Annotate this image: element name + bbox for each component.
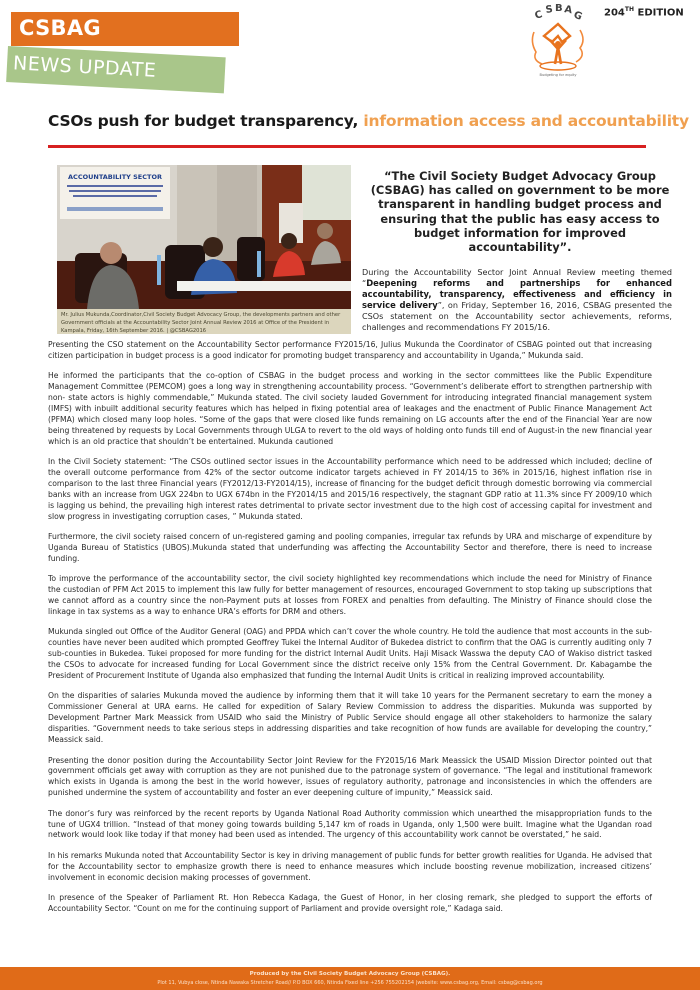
article-paragraph: On the disparities of salaries Mukunda moved the audience by informing them that it will take 10 years for the Permanent secretary to earn the money a Commissioner General at URA earns. He called for expedition of Salary Review Commission to address the disparities. Mukunda was supported by Development Partner Mark Meassick from USAID who said the Ministry of Public Service should engage all other stakeholders to harmonize the salary disparities. “Government needs to take serious steps in addressing disparities and take recognition of how funds are available for developing the country,” Meassick said. bbox=[48, 691, 652, 745]
pull-quote: “The Civil Society Budget Advocacy Group (CSBAG) has called on government to be more transparent in handling budget process and ensuring that the public has easy access to budget information for improved accountability”. bbox=[370, 169, 670, 255]
svg-text:G: G bbox=[571, 9, 584, 23]
edition-text: EDITION bbox=[637, 7, 684, 19]
edition-number: 204 bbox=[604, 7, 625, 19]
svg-text:Budgeting for equity: Budgeting for equity bbox=[539, 73, 577, 77]
article-paragraph: Furthermore, the civil society raised concern of un-registered gaming and pooling companies, irregular tax refunds by URA and mischarge of expenditure by Uganda Bureau of Statistics (UBOS).Mukunda stated that underfunding was affecting the Accountability Sector and therefore, there is need to increase funding. bbox=[48, 532, 652, 563]
article-paragraph: In presence of the Speaker of Parliament Rt. Hon Rebecca Kadaga, the Guest of Honor, in her closing remark, she pledged to support the efforts of Accountability Sector. “Count on me for the continuing support of Parliament and provide oversight role,” Kadaga said. bbox=[48, 893, 652, 913]
article-paragraph: To improve the performance of the accountability sector, the civil society highlighted key recommendations which include the need for Ministry of Finance the custodian of PFM Act 2015 to implement this law fully for better management of resources, encouraged Government to stop taking up subscriptions that we cannot afford as a country since the non-Payment puts at losses from FOREX and penalties from defaulting. The Ministry of Finance should close the linkage in tax systems as a way to enhance URA’s efforts for DRM and others. bbox=[48, 574, 652, 617]
intro-lead: During the Accountability Sector Joint Annual Review meeting themed “ bbox=[362, 267, 672, 288]
headline-main: CSOs push for budget transparency, bbox=[48, 112, 364, 130]
article-paragraph: In his remarks Mukunda noted that Accountability Sector is key in driving management of public funds for better growth realities for Uganda. He advised that for the Accountability sector to emphasize growth there is need to enhance measures which include boosting revenue mobilization, increased citizens’ involvement in economic decision making processes of government. bbox=[48, 850, 652, 882]
article-paragraph: Presenting the donor position during the Accountability Sector Joint Review for the FY2015/16 Mark Meassick the USAID Mission Director pointed out that government officials get away with corruption as they are not punished due to the patronage system of governance. “The legal and institutional framework which exists in Uganda is among the best in the world however, issues of regulatory authority, patronage and inconsistencies in which the offenders are punished undermine the system of accountability and foster an ever deepening culture of impunity,” Meassick said. bbox=[48, 755, 652, 798]
article-paragraph: Presenting the CSO statement on the Accountability Sector performance FY2015/16, Julius Mukunda the Coordinator of CSBAG pointed out that increasing citizen participation in budget process is a good indicator for promoting budget transparency and accountability in Uganda,” Mukunda said. bbox=[48, 340, 652, 360]
footer-producer: Produced by the Civil Society Budget Advocacy Group (CSBAG). bbox=[249, 971, 451, 977]
masthead-brand-banner bbox=[11, 12, 239, 46]
headline-accent: information access and accountability bbox=[363, 112, 689, 130]
edition-label bbox=[604, 6, 684, 18]
csbag-logo-icon bbox=[524, 2, 592, 82]
article-paragraph: Mukunda singled out Office of the Auditor General (OAG) and PPDA which can’t cover the whole country. He told the audience that most accounts in the sub-counties have never been audited which prompted Geoffrey Tukei the Internal Auditor of Bukedea district to confirm that the OAG is currently auditing only 7 sub-counties in Bukedea. Tukei proposed for more funding for the district Internal Audit Units. Haji Misack Wasswa the deputy CAO of Wakiso district tasked the CSOs to advocate for increased funding for Local Government since the district receive only 15% from the Central Government. Dr. Kabagambe the President of Procurement Institute of Uganda also emphasized that funding the Internal Audit Units is critical in realizing improved accountability. bbox=[48, 627, 652, 681]
masthead-section-banner bbox=[6, 46, 226, 93]
footer bbox=[0, 967, 700, 990]
article-body bbox=[48, 340, 652, 924]
masthead-section: NEWS UPDATE bbox=[12, 52, 157, 82]
intro-rest: ”, on Friday, September 16, 2016, CSBAG presented the CSOs statement on the Accountability sector achievements, reforms, challenges and recommendations FY 2015/16. bbox=[362, 299, 672, 332]
page-title bbox=[48, 112, 689, 130]
photo-caption: Mr. Julius Mukunda,Coordinator,Civil Society Budget Advocacy Group, the developments partners and other Government officials at the Accountability Sector Joint Annual Review 2016 at Office of the President in Kampala, Friday, 16th September 2016. | @CSBAG2016 bbox=[57, 309, 351, 334]
svg-text:C: C bbox=[533, 9, 544, 22]
footer-contact: Plot 11, Vubya close, Ntinda Nawaka Stretcher Road// P.O BOX 660, Ntinda Fixed line +256 755202154 |website: www.csbag.org, Email: csbag@csbag.org bbox=[157, 980, 543, 986]
svg-text:A: A bbox=[563, 4, 574, 17]
masthead-brand: CSBAG bbox=[19, 16, 101, 40]
article-photo bbox=[57, 165, 351, 309]
article-paragraph: He informed the participants that the co-option of CSBAG in the budget process and working in the sector committees like the Public Expenditure Management Committee (PEMCOM) goes a long way in strengthening accountability process. “Government’s deliberate effort to strengthen partnership with non- state actors is highly commendable,” Mukunda stated. The civil society lauded Government for introducing integrated financial management system (IMFS) with inbuilt additional security features which has helped in fixing potential area of leakages and the enactment of Public Finance Management Act (PFMA) which closed many loop holes. “Some of the gaps that were closed like funds remaining on LG accounts after the end of the Financial Year are now being threatened by requests by Local Governments through ULGA to revert to the old ways of holding onto funds till end of August-in the new financial year which is an old practice that shouldn’t be entertained. Mukunda cautioned bbox=[48, 371, 652, 446]
edition-suffix: TH bbox=[624, 6, 634, 13]
svg-text:B: B bbox=[555, 3, 563, 14]
headline-divider bbox=[48, 145, 646, 148]
svg-text:S: S bbox=[544, 4, 554, 16]
article-paragraph: In the Civil Society statement: “The CSOs outlined sector issues in the Accountability performance which need to be addressed which included; decline of the overall outcome performance from 42% of the sector outcome indicator targets achieved in FY 2014/15 to 36% in 2015/16, highest inflation rise in comparison to the last three Financial years (FY2012/13-FY2014/15), increase of financing for the budget deficit through domestic borrowing via commercial banks with an increase from UGX 224bn to UGX 674bn in the FY2014/15 and 2015/16 respectively, the stagnant GDP ratio at 11.3% since FY 2009/10 which is lagging us behind, the prevailing high interest rates detrimental to private sector investment due to the high cost of accessing capital for investment and slow progress in investigating corruption cases, ” Mukunda stated. bbox=[48, 457, 652, 521]
intro-theme: Deepening reforms and partnerships for enhanced accountability, transparency, effectiveness and efficiency in service delivery bbox=[362, 277, 672, 310]
intro-paragraph bbox=[362, 267, 672, 332]
article-paragraph: The donor’s fury was reinforced by the recent reports by Uganda National Road Authority commission which unearthed the misappropriation funds to the tune of UGX4 trillion. “Instead of that money going towards building 5,147 km of roads in Uganda, only 1,500 were built. Imagine what the Ugandan road network would look like today if that money had been used as intended. The urgency of this accountability work cannot be overstated,” he said. bbox=[48, 808, 652, 840]
svg-text:ACCOUNTABILITY SECTOR: ACCOUNTABILITY SECTOR bbox=[68, 173, 162, 181]
